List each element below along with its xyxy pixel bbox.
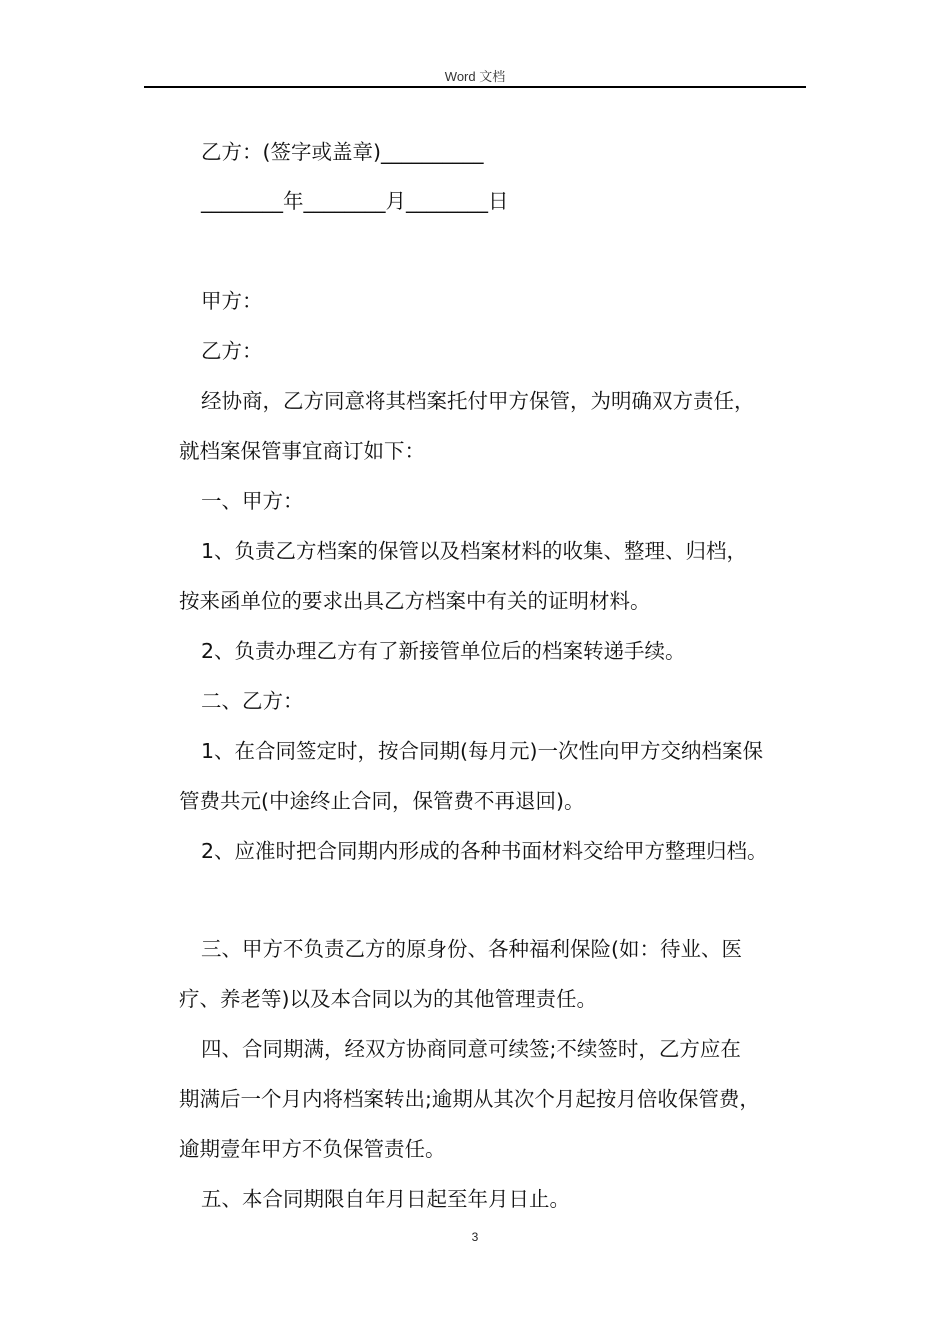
- section-two-item-1-line-2: 管费共元(中途终止合同，保管费不再退回)。: [179, 789, 585, 813]
- intro-paragraph-line-1: 经协商，乙方同意将其档案托付甲方保管，为明确双方责任，: [201, 389, 755, 413]
- party-a-label: 甲方：: [201, 289, 263, 313]
- page-header-title: Word 文档: [444, 69, 506, 84]
- party-b-signature-line: 乙方：(签字或盖章)__________: [201, 140, 484, 164]
- section-three-line-2: 疗、养老等)以及本合同以为的其他管理责任。: [179, 987, 597, 1011]
- section-one-item-1-line-1: 1、负责乙方档案的保管以及档案材料的收集、整理、归档，: [201, 539, 748, 563]
- section-two-heading: 二、乙方：: [201, 689, 304, 713]
- section-four-line-3: 逾期壹年甲方不负保管责任。: [179, 1137, 446, 1161]
- section-one-heading: 一、甲方：: [201, 489, 304, 513]
- date-line: ________年________月________日: [201, 189, 509, 213]
- section-three-line-1: 三、甲方不负责乙方的原身份、各种福利保险(如：待业、医: [201, 937, 742, 961]
- section-one-item-2: 2、负责办理乙方有了新接管单位后的档案转递手续。: [201, 639, 686, 663]
- section-two-item-2: 2、应准时把合同期内形成的各种书面材料交给甲方整理归档。: [201, 839, 768, 863]
- page-number: 3: [471, 1230, 479, 1244]
- header-divider: [144, 86, 806, 88]
- section-four-line-2: 期满后一个月内将档案转出;逾期从其次个月起按月倍收保管费，: [179, 1087, 760, 1111]
- section-one-item-1-line-2: 按来函单位的要求出具乙方档案中有关的证明材料。: [179, 589, 651, 613]
- section-four-line-1: 四、合同期满，经双方协商同意可续签;不续签时，乙方应在: [201, 1037, 741, 1061]
- section-two-item-1-line-1: 1、在合同签定时，按合同期(每月元)一次性向甲方交纳档案保: [201, 739, 764, 763]
- section-five-line: 五、本合同期限自年月日起至年月日止。: [201, 1187, 570, 1211]
- party-b-label: 乙方：: [201, 339, 263, 363]
- intro-paragraph-line-2: 就档案保管事宜商订如下：: [179, 439, 425, 463]
